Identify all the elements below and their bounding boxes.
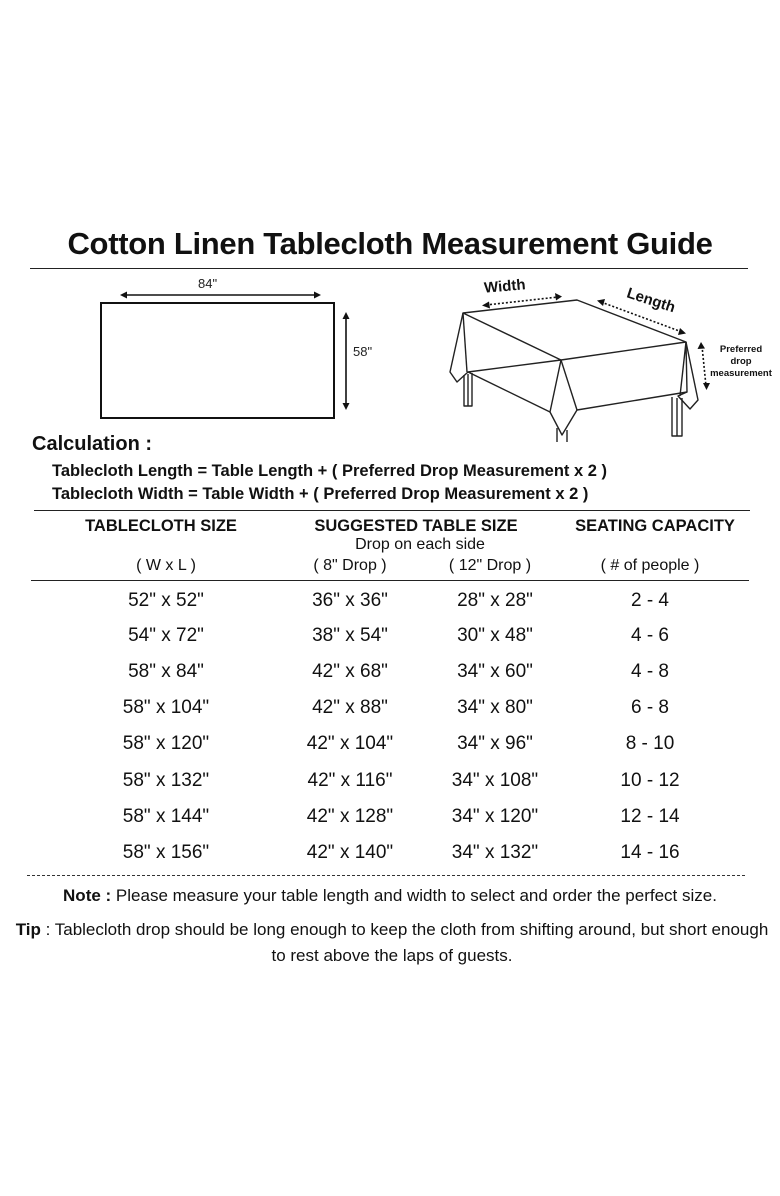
note-label: Note : bbox=[63, 886, 112, 905]
drop-label-line-1: Preferred bbox=[719, 344, 763, 355]
calculation-width-formula: Tablecloth Width = Table Width + ( Preferred Drop Measurement x 2 ) bbox=[52, 485, 589, 503]
cell-drop12: 34" x 108" bbox=[451, 770, 539, 791]
width-label: Width bbox=[483, 276, 527, 297]
cell-seating: 14 - 16 bbox=[620, 842, 680, 863]
cell-seating: 4 - 6 bbox=[630, 625, 670, 646]
cell-size: 58" x 156" bbox=[122, 842, 210, 863]
page-title: Cotton Linen Tablecloth Measurement Guide bbox=[67, 226, 713, 261]
cell-size: 58" x 104" bbox=[122, 697, 210, 718]
cell-drop12: 34" x 80" bbox=[457, 697, 533, 718]
table-row bbox=[0, 842, 780, 878]
cell-drop12: 34" x 96" bbox=[457, 733, 533, 754]
cell-drop8: 42" x 68" bbox=[312, 661, 388, 682]
cell-seating: 10 - 12 bbox=[620, 770, 680, 791]
table-header-rule bbox=[31, 580, 749, 581]
note-text bbox=[0, 886, 780, 906]
table-row bbox=[0, 625, 780, 661]
cell-seating: 12 - 14 bbox=[620, 806, 680, 827]
cell-seating: 8 - 10 bbox=[625, 733, 675, 754]
cell-size: 58" x 84" bbox=[128, 661, 204, 682]
cell-seating: 4 - 8 bbox=[630, 661, 670, 682]
table-row bbox=[0, 590, 780, 626]
cell-drop12: 34" x 60" bbox=[457, 661, 533, 682]
cell-drop8: 42" x 104" bbox=[306, 733, 394, 754]
cell-size: 52" x 52" bbox=[128, 590, 204, 611]
tip-text bbox=[12, 917, 772, 969]
cell-drop8: 38" x 54" bbox=[312, 625, 388, 646]
header-drop-note: Drop on each side bbox=[355, 536, 485, 553]
flat-tablecloth-diagram bbox=[90, 272, 390, 422]
table-top-rule bbox=[34, 510, 750, 511]
table-row bbox=[0, 806, 780, 842]
drop-label-line-2: drop bbox=[730, 356, 752, 367]
cell-size: 54" x 72" bbox=[128, 625, 204, 646]
cell-size: 58" x 144" bbox=[122, 806, 210, 827]
cell-size: 58" x 120" bbox=[122, 733, 210, 754]
flat-width-label: 84" bbox=[198, 276, 218, 291]
cell-drop8: 42" x 88" bbox=[312, 697, 388, 718]
table-row bbox=[0, 697, 780, 733]
tip-body: : Tablecloth drop should be long enough to keep the cloth from shifting around, but short enough to rest above the laps of guests. bbox=[40, 920, 769, 965]
flat-rectangle-icon bbox=[90, 272, 390, 422]
cell-drop8: 42" x 128" bbox=[306, 806, 394, 827]
header-seating-capacity: SEATING CAPACITY bbox=[575, 517, 735, 535]
cell-drop8: 36" x 36" bbox=[312, 590, 388, 611]
header-drop-12: ( 12" Drop ) bbox=[448, 557, 532, 574]
table-row bbox=[0, 733, 780, 769]
note-body: Please measure your table length and width to select and order the perfect size. bbox=[111, 886, 717, 905]
table-bottom-dashed-rule bbox=[27, 875, 745, 876]
header-suggested-size: SUGGESTED TABLE SIZE bbox=[314, 517, 518, 535]
drop-label-line-3: measurement bbox=[710, 368, 772, 379]
calculation-length-formula: Tablecloth Length = Table Length + ( Preferred Drop Measurement x 2 ) bbox=[52, 462, 607, 480]
header-tablecloth-size: TABLECLOTH SIZE bbox=[85, 517, 237, 535]
table-row bbox=[0, 661, 780, 697]
tip-label: Tip bbox=[15, 920, 41, 939]
header-people: ( # of people ) bbox=[600, 557, 700, 574]
cell-drop8: 42" x 140" bbox=[306, 842, 394, 863]
header-drop-8: ( 8" Drop ) bbox=[313, 557, 387, 574]
flat-height-label: 58" bbox=[353, 344, 373, 359]
cell-drop12: 34" x 120" bbox=[451, 806, 539, 827]
cell-seating: 6 - 8 bbox=[630, 697, 670, 718]
cell-size: 58" x 132" bbox=[122, 770, 210, 791]
cell-drop12: 30" x 48" bbox=[457, 625, 533, 646]
cell-drop8: 42" x 116" bbox=[307, 770, 393, 791]
cell-drop12: 34" x 132" bbox=[451, 842, 539, 863]
table-row bbox=[0, 770, 780, 806]
header-wxl: ( W x L ) bbox=[136, 557, 196, 574]
drop-label bbox=[706, 344, 776, 380]
length-label: Length bbox=[624, 284, 678, 317]
cell-seating: 2 - 4 bbox=[630, 590, 670, 611]
title-underline bbox=[30, 268, 748, 269]
cell-drop12: 28" x 28" bbox=[457, 590, 533, 611]
calculation-heading: Calculation : bbox=[32, 433, 153, 455]
